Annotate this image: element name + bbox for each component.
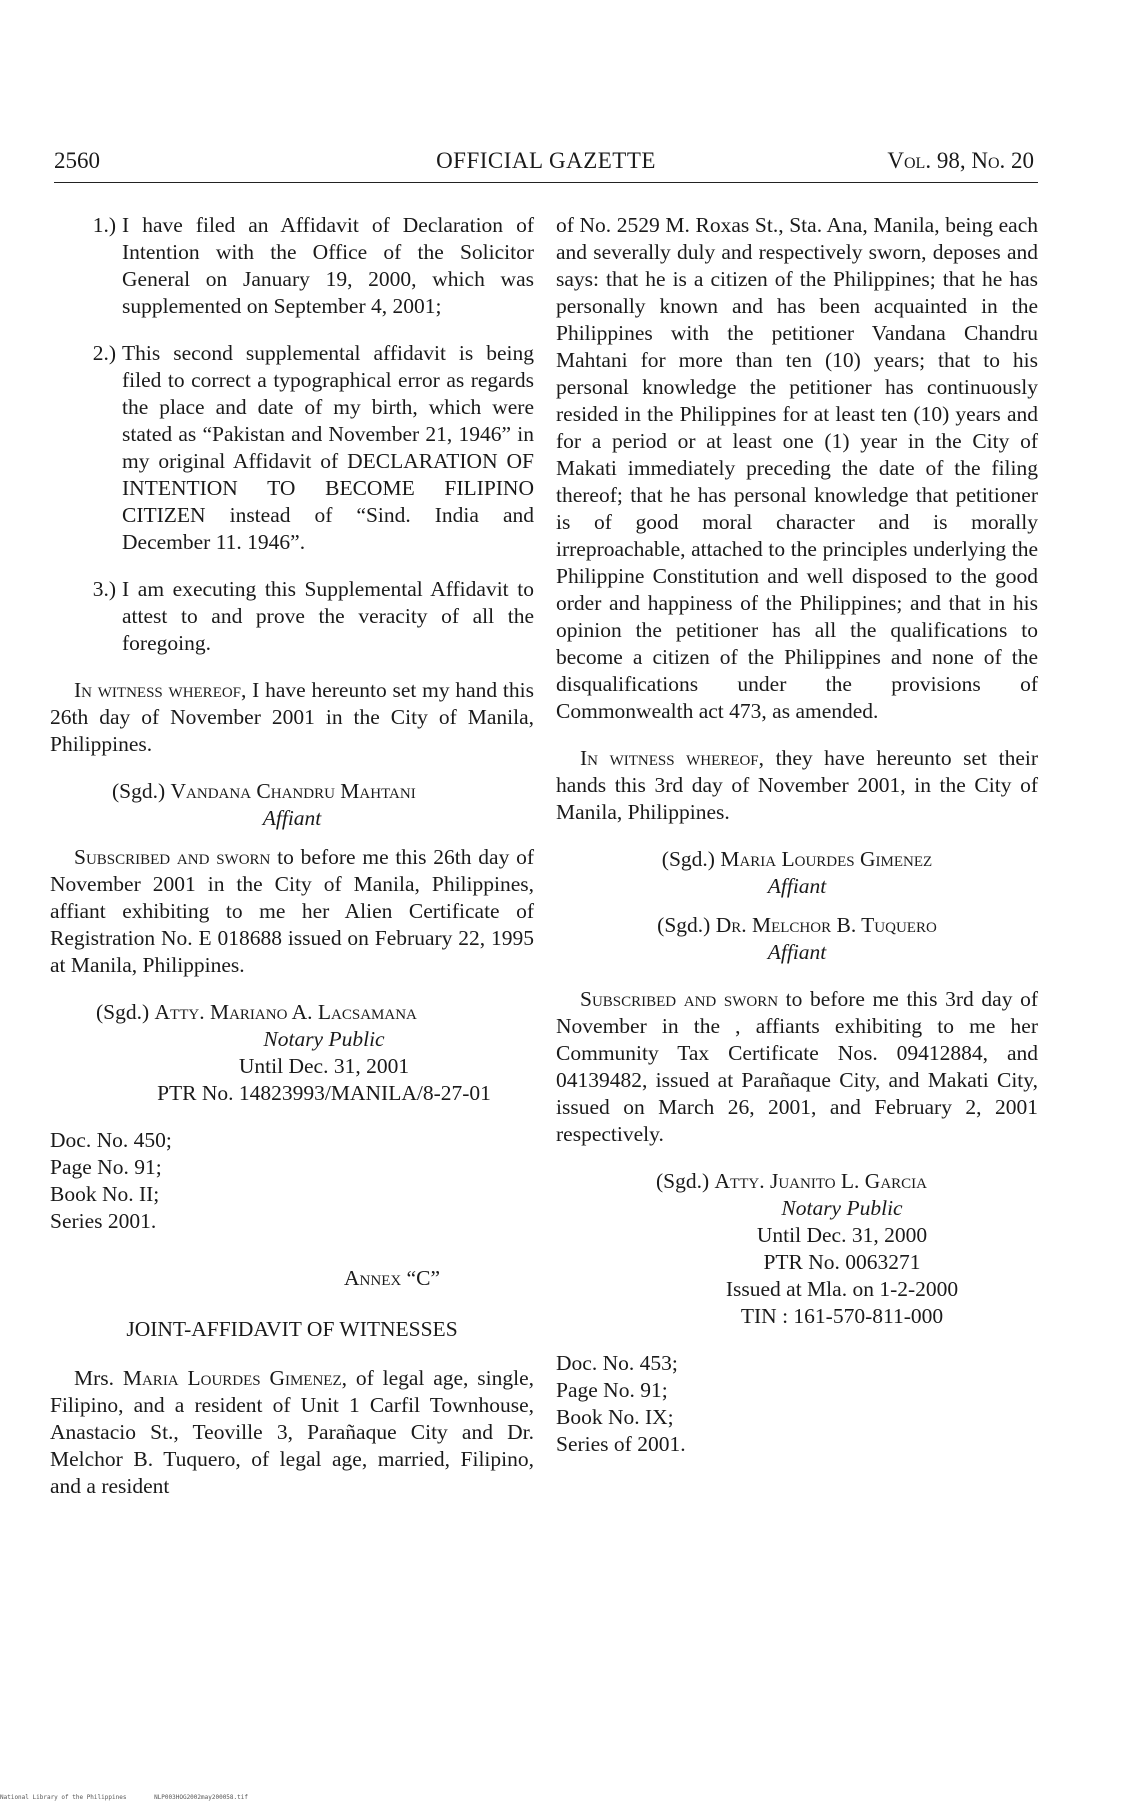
item-number: 2.) [92,341,116,365]
item-text: I have filed an Affidavit of Declaration of Intention with the Office of the Solicitor General on January 19, 2000, which was supplemented on September 4, 2001; [122,213,534,318]
notary-role: Notary Public [263,1027,385,1051]
list-item [50,212,534,320]
doc-line: Series of 2001. [556,1432,686,1456]
honorific: Mrs. [74,1366,123,1390]
publication-title: OFFICIAL GAZETTE [436,148,656,173]
doc-reference [556,1350,1038,1458]
notary-signature [556,1168,1038,1195]
continuation-paragraph: of No. 2529 M. Roxas St., Sta. Ana, Manila, being each and severally duly and respectively sworn, deposes and says: that he is a citizen of the Philippines; that he has personally known and has been acquainted in the Philippines with the petitioner Vandana Chandru Mahtani for more than ten (10) years; that to his personal knowledge the petitioner has continuously resided in the Philippines for at least ten (10) years and for a period or at least one (1) year in the City of Makati immediately preceding the date of the filing thereof; that he has personal knowledge that petitioner is of good moral character and is morally irreproachable, attached to the principles underlying the Philippine Constitution and well disposed to the good order and happiness of the Philippines; and that in his opinion the petitioner has all the qualifications to become a citizen of the Philippines and none of the disqualifications under the provisions of Commonwealth act 473, as amended. [556,213,1038,723]
joint-affidavit-paragraph [50,1365,534,1500]
witness-text: they have hereunto set their hands this 3rd day of November 2001, in the City of Manila, Philippines. [556,746,1038,824]
item-number: 3.) [92,577,116,601]
page-number: 2560 [54,148,100,173]
doc-line: Book No. II; [50,1182,160,1206]
list-item [50,340,534,556]
sgd-mark: (Sgd.) [661,847,721,871]
subscribed-text: to before me this 26th day of November 2001 in the City of Manila, Philippines, affiant exhibiting to me her Alien Certificate of Registration No. E 018688 issued on February 22, 1995 at Manila, Philippines. [50,845,535,977]
notary-ptr: PTR No. 0063271 [763,1250,921,1274]
affiant-name: Dr. Melchor B. Tuquero [715,913,937,937]
doc-line: Doc. No. 450; [50,1128,172,1152]
doc-reference [50,1127,534,1235]
section-title: JOINT-AFFIDAVIT OF WITNESSES [126,1317,458,1341]
sgd-mark: (Sgd.) [657,913,716,937]
doc-line: Doc. No. 453; [556,1351,678,1375]
subscribed-paragraph [50,844,534,979]
volume-number: Vol. 98, No. 20 [887,148,1034,173]
subscribed-text: to before me this 3rd day of November in the , affiants exhibiting to me her Community Tax Certificate Nos. 09412884, and 04139482, issued at Parañaque City, and Makati City, issued on March 26, 2001, and February 2, 2001 respectively. [556,987,1038,1146]
notary-until: Until Dec. 31, 2000 [756,1223,928,1247]
item-text: I am executing this Supplemental Affidavit to attest to and prove the veracity of all the foregoing. [122,577,534,655]
subscribed-lead: Subscribed and sworn [580,987,779,1011]
item-number: 1.) [92,213,116,237]
affiant-role: Affiant [767,874,827,898]
notary-name: Atty. Juanito L. Garcia [714,1169,928,1193]
sgd-mark: (Sgd.) [656,1169,715,1193]
witness-text: I have hereunto set my hand this 26th day of November 2001 in the City of Manila, Philippines. [50,678,534,756]
witness-paragraph [556,745,1038,826]
library-credit: National Library of the Philippines [0,1794,127,1801]
affiant-signature [556,846,1038,873]
affiant-role: Affiant [262,806,322,830]
witness-lead: In witness whereof, [74,678,247,702]
sgd-mark: (Sgd.) [96,1000,155,1024]
doc-line: Series 2001. [50,1209,157,1233]
scan-filename: NLP003HOG2002may200058.tif [154,1794,248,1801]
list-item [50,576,534,657]
doc-line: Page No. 91; [556,1378,668,1402]
notary-name: Atty. Mariano A. Lacsamana [154,1000,417,1024]
notary-signature [50,999,534,1026]
doc-line: Page No. 91; [50,1155,162,1179]
item-text: This second supplemental affidavit is being filed to correct a typographical error as regards the place and date of my birth, which were stated as “Pakistan and November 21, 1946” in my original Affidavit of DECLARATION OF INTENTION TO BECOME FILIPINO CITIZEN instead of “Sind. India and December 11. 1946”. [122,341,534,554]
witness-name: Maria Lourdes Gimenez [122,1366,342,1390]
left-column [50,212,534,1500]
affiant-signature [556,912,1038,939]
notary-issued: Issued at Mla. on 1-2-2000 [725,1277,959,1301]
affiant-name: Vandana Chandru Mahtani [170,779,416,803]
subscribed-paragraph [556,986,1038,1148]
notary-role: Notary Public [781,1196,903,1220]
joint-text: , of legal age, single, Filipino, and a resident of Unit 1 Carfil Townhouse, Anastacio St., Teoville 3, Parañaque City and Dr. Melchor B. Tuquero, of legal age, married, Filipino, and a resident [50,1366,534,1498]
page-header [54,146,1038,183]
witness-paragraph [50,677,534,758]
right-column [556,212,1038,1458]
notary-tin: TIN : 161-570-811-000 [740,1304,944,1328]
affiant-role: Affiant [767,940,827,964]
notary-until: Until Dec. 31, 2001 [238,1054,410,1078]
notary-ptr: PTR No. 14823993/MANILA/8-27-01 [157,1081,491,1105]
subscribed-lead: Subscribed and sworn [74,845,271,869]
annex-label: Annex “C” [344,1266,440,1290]
doc-line: Book No. IX; [556,1405,674,1429]
affiant-name: Maria Lourdes Gimenez [720,847,933,871]
affiant-signature [50,778,534,805]
sgd-mark: (Sgd.) [112,779,171,803]
scan-footer [0,1794,272,1801]
witness-lead: In witness whereof, [580,746,765,770]
